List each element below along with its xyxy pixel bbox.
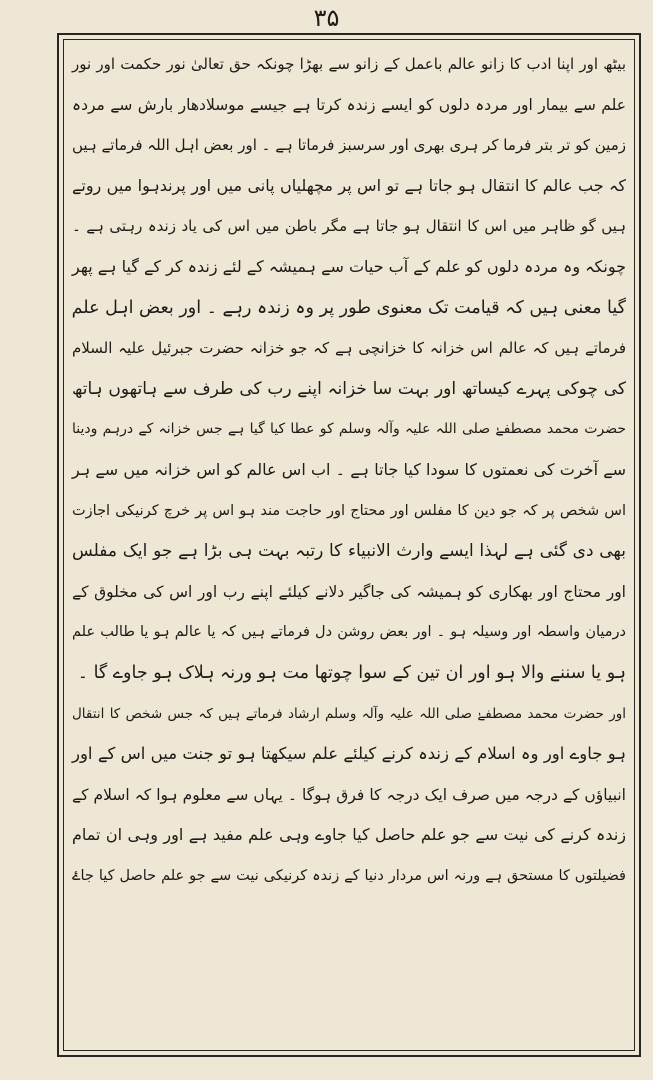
text-line: درمیان واسطہ اور وسیلہ ہو ۔ اور بعض روشن دل فرماتے ہیں کہ یا عالم ہو یا طالب علم [72, 624, 626, 641]
text-line: زمین کو تر بتر فرما کر ہری بھری اور سرسبز فرماتا ہے ۔ اور بعض اہل اللہ فرماتے ہیں [72, 136, 626, 155]
page-number: ۳۵ [313, 4, 340, 32]
text-line: انبیاؤں کے درجہ میں صرف ایک درجہ کا فرق ہوگا ۔ یہاں سے معلوم ہوا کہ اسلام کے [72, 785, 626, 804]
text-line: بھی دی گئی ہے لہذا ایسے وارث الانبیاء کا رتبہ بہت ہی بڑا ہے جو ایک مفلس [72, 541, 626, 562]
text-line: فضیلتوں کا مستحق ہے ورنہ اس مردار دنیا کے زندہ کرنیکی نیت سے جو علم حاصل کیا جاۓ [72, 867, 626, 884]
text-line: اور حضرت محمد مصطفےٰ صلی اللہ علیہ وآلہ وسلم ارشاد فرماتے ہیں کہ جس شخص کا انتقال [72, 705, 626, 722]
text-line: فرماتے ہیں کہ عالم اس خزانہ کا خزانچی ہے کہ جو خزانہ حضرت جبرئیل علیہ السلام [72, 339, 626, 358]
text-line: بیٹھ اور اپنا ادب کا زانو عالم باعمل کے زانو سے بھڑا چونکہ حق تعالیٰ نور حکمت اور نور [72, 55, 626, 73]
text-line: حضرت محمد مصطفےٰ صلی اللہ علیہ وآلہ وسلم کو عطا کیا گیا ہے جس خزانہ کے درہم ودینا [72, 421, 626, 438]
text-line: ہیں گو ظاہر میں اس کا انتقال ہو جاتا ہے مگر باطن میں اس کی یاد زندہ رہتی ہے ۔ [72, 217, 626, 236]
text-line: اس شخص پر کہ جو دین کا مفلس اور محتاج اور حاجت مند ہو اس پر خرچ کرنیکی اجازت [72, 502, 626, 519]
text-line: سے آخرت کی نعمتوں کا سودا کیا جاتا ہے ۔ اب اس عالم کو اس خزانہ میں سے ہر [72, 459, 626, 479]
text-line: ہو یا سننے والا ہو اور ان تین کے سوا چوتھا مت ہو ورنہ ہلاک ہو جاوے گا ۔ [77, 662, 626, 683]
text-line: گیا معنی ہیں کہ قیامت تک معنوی طور پر وہ زندہ رہے ۔ اور بعض اہل علم [71, 297, 626, 318]
text-line: چونکہ وہ مردہ دلوں کو علم کے آب حیات سے ہمیشہ کے لئے زندہ کر کے گیا ہے پھر [72, 256, 626, 276]
text-line: علم سے بیمار اور مردہ دلوں کو ایسے زندہ کرتا ہے جیسے موسلادھار بارش سے مردہ [72, 95, 626, 114]
text-body [68, 44, 630, 1044]
text-line: زندہ کرنے کی نیت سے جو علم حاصل کیا جاوے وہی علم مفید ہے اور وہی ان تمام [72, 825, 626, 845]
text-line: کی چوکی پہرے کیساتھ اور بہت سا خزانہ اپنے رب کی طرف سے ہاتھوں ہاتھ [72, 378, 626, 399]
text-line: اور محتاج اور بھکاری کو ہمیشہ کی جاگیر دلانے کیلئے اپنے رب اور اس کی مخلوق کے [72, 582, 626, 601]
text-line: ہو جاوے اور وہ اسلام کے زندہ کرنے کیلئے علم سیکھتا ہو تو جنت میں اس کے اور [72, 744, 626, 764]
text-line: کہ جب عالم کا انتقال ہو جاتا ہے تو اس پر مچھلیاں پانی میں اور پرندہوا میں روتے [72, 175, 626, 195]
